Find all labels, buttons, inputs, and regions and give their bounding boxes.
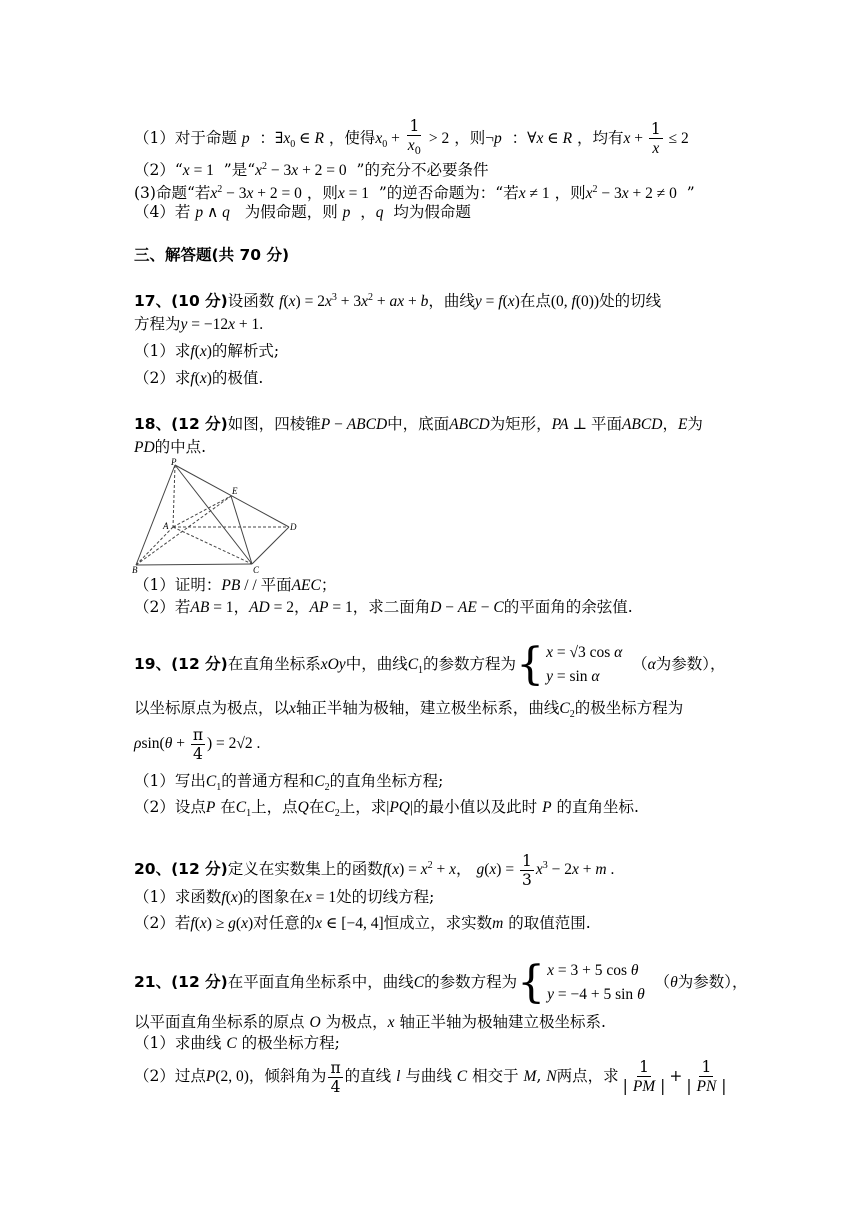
q16-item-3: (3)命题“若$x^2 - 3x + 2 = 0$ ，则x = 1 ”的逆否命题为：“若x ≠ 1 ，则$x^2 - 3x + 2 \ne 0$ ” — [134, 184, 695, 203]
label-p: P — [171, 457, 177, 467]
q18-stem-2: PD的中点. — [134, 438, 207, 456]
q20-stem: 20、(12 分)定义在实数集上的函数$f(x) = x^2 + x$， g(x) = $\frac{1}{3}$ $x^3 - 2x + m$ . — [134, 851, 615, 889]
q18-stem: 18、(12 分)如图，四棱锥P − ABCD中，底面ABCD为矩形，PA ⊥ 平面ABCD，E为 — [134, 415, 703, 433]
pyramid-figure — [132, 457, 302, 573]
q21-stem-2: 以平面直角坐标系的原点 O 为极点，x 轴正半轴为极轴建立极坐标系. — [134, 1013, 606, 1031]
q17-part-2: （2）求f(x)的极值. — [134, 369, 264, 387]
q16-item-1: （1）对于命题 p ：$\exists x_0$ ∈ R ，使得$x_0$ + $\frac{1}{x_0}$ > 2 ，则¬p ：∀x ∈ R ，均有x + $\frac{1}{x}$ ≤ 2 — [134, 117, 689, 158]
q16-item-2: （2）“x = 1 ”是“$x^2 - 3x + 2 = 0$ ”的充分不必要条件 — [134, 161, 489, 180]
q17-stem-2: 方程为y = −12x + 1. — [134, 315, 264, 333]
q16-item-4: （4）若 p ∧ q 为假命题，则 p ，q 均为假命题 — [134, 203, 471, 221]
q17-stem: 17、(10 分)设函数 $f(x) = 2x^3 + 3x^2$ + ax + b，曲线y = f(x)在点(0, f(0))处的切线 — [134, 292, 662, 311]
q19-part-2: （2）设点P 在$C_1$上，点Q在$C_2$上，求|PQ|的最小值以及此时 P 的直角坐标. — [134, 798, 639, 820]
label-b: B — [132, 565, 138, 573]
label-e: E — [232, 486, 238, 496]
q17-part-1: （1）求f(x)的解析式; — [134, 342, 280, 360]
q21-part-1: （1）求曲线 C 的极坐标方程; — [134, 1034, 340, 1052]
section-title: 三、解答题(共 70 分) — [134, 246, 290, 264]
q18-part-2: （2）若AB = 1，AD = 2，AP = 1，求二面角D − AE − C的平面角的余弦值. — [134, 598, 633, 616]
q19-part-1: （1）写出$C_1$的普通方程和$C_2$的直角坐标方程; — [134, 772, 444, 794]
label-c: C — [253, 565, 260, 573]
q20-part-2: （2）若f(x) ≥ g(x)对任意的x ∈ [−4, 4]恒成立，求实数m 的取值范围. — [134, 914, 591, 932]
label-d: D — [290, 522, 297, 532]
q21-part-2: （2）过点P(2, 0)，倾斜角为 $\frac{\pi}{4}$ 的直线 l 与曲线 C 相交于 M, N两点，求 $\frac{1}{| PM |}$ + $\frac{1}{| PN |}$ — [134, 1058, 727, 1096]
q19-stem: 19、(12 分)在直角坐标系xOy中，曲线$C_1$的参数方程为 { x = √3 cos α y = sin α （α为参数）， — [134, 639, 726, 690]
q19-polar-eq: ρsin(θ + $\frac{\pi}{4}$ ) = 2√2 . — [134, 725, 261, 763]
q19-stem-2: 以坐标原点为极点，以x轴正半轴为极轴，建立极坐标系，曲线$C_2$的极坐标方程为 — [134, 699, 684, 721]
q20-part-1: （1）求函数f(x)的图象在x = 1处的切线方程; — [134, 888, 435, 906]
q18-part-1: （1）证明：PB / / 平面AEC； — [134, 576, 337, 594]
q21-stem: 21、(12 分)在平面直角坐标系中，曲线C的参数方程为 { x = 3 + 5 cos θ y = −4 + 5 sin θ （θ为参数）， — [134, 957, 748, 1008]
label-a: A — [163, 521, 169, 531]
